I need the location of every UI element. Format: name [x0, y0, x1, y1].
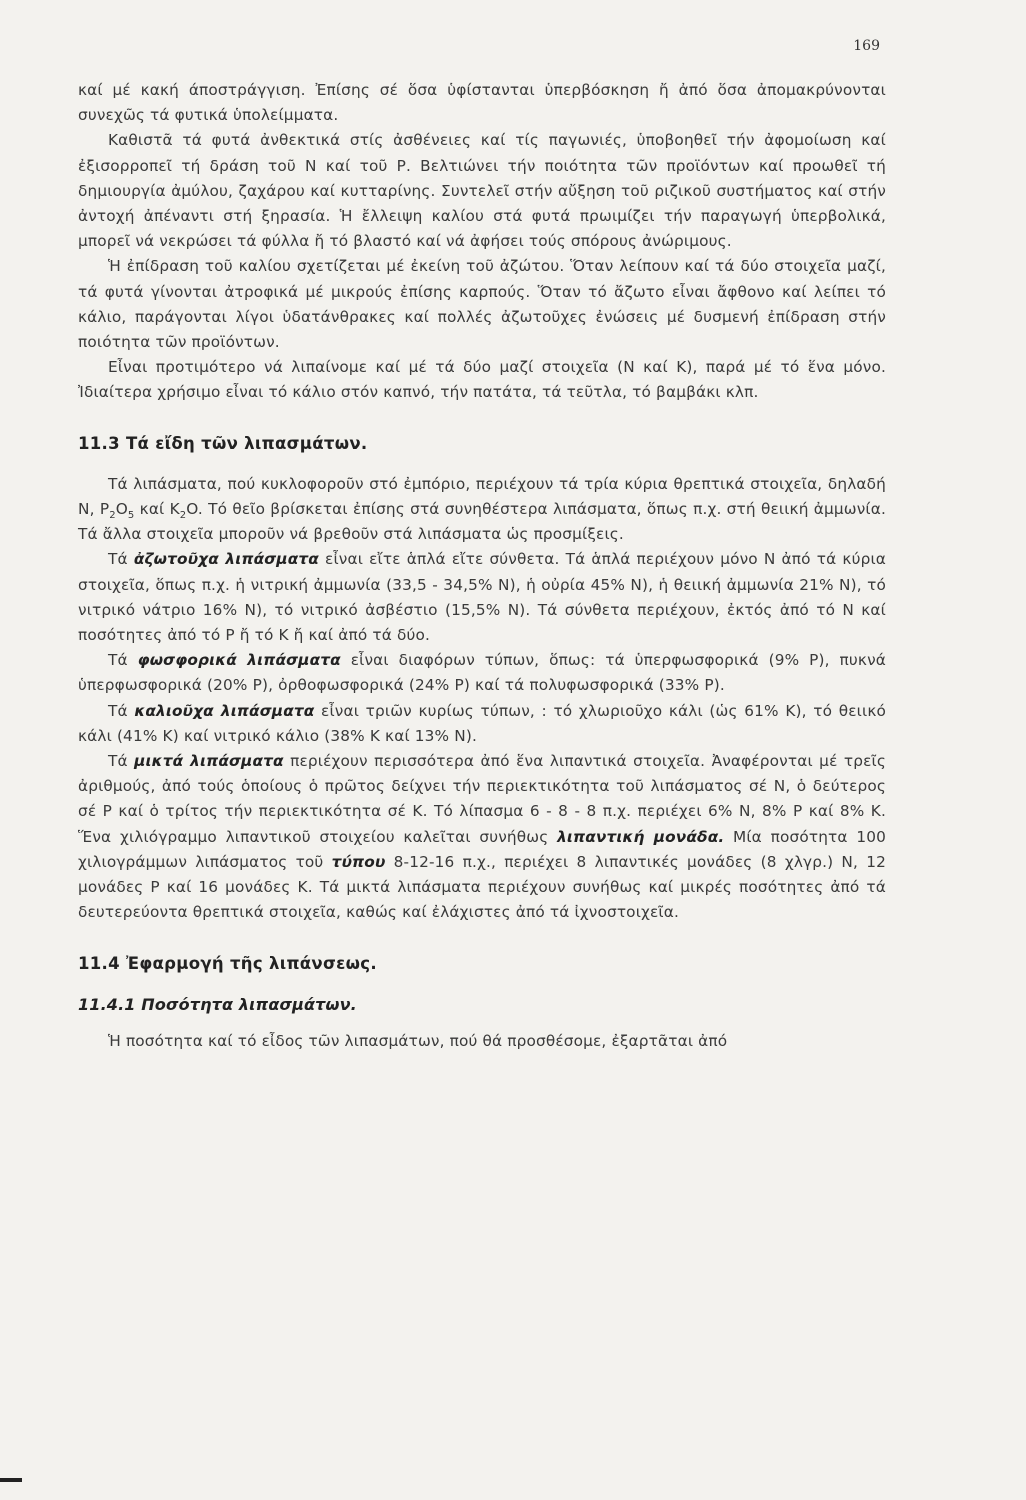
subscript: 2	[179, 510, 187, 522]
term-mixed-fertilizers: μικτά λιπάσματα	[134, 752, 284, 771]
text-run: 8-12-16 π.χ., περιέχει 8 λιπαντικές μονάδες (8 χλγρ.) Ν, 12 μονάδες Ρ καί 16 μονάδες Κ. Τά μικτά λιπάσματα περιέχουν συνήθως καί μικρές ποσότητες ἀπό τά δευτερεύοντα θρεπτικά στοιχεῖα, καθώς καί ἐλάχιστες ἀπό τά ἰχνοστοιχεῖα.	[78, 852, 887, 922]
paragraph-7	[78, 648, 886, 698]
section-heading-11-4: 11.4 Ἐφαρμογή τῆς λιπάνσεως.	[78, 953, 377, 973]
paragraph-2: Καθιστᾶ τά φυτά ἀνθεκτικά στίς ἀσθένειες καί τίς παγωνιές, ὑποβοηθεῖ τήν ἀφομοίωση καί ἐξισορροπεῖ τή δράση τοῦ Ν καί τοῦ Ρ. Βελτιώνει τήν ποιότητα τῶν προϊόντων καί προωθεῖ τή δημιουργία ἀμύλου, ζαχάρου καί κυτταρίνης. Συντελεῖ στήν αὔξηση τοῦ ριζικοῦ συστήματος καί στήν ἀντοχή ἀπέναντι στή ξηρασία. Ἡ ἔλλειψη καλίου στά φυτά πρωιμίζει τήν παραγωγή ὑπερβολικά, μπορεῖ νά νεκρώσει τά φύλλα ἤ τό βλαστό καί νά ἀφήσει τούς σπόρους ἀνώριμους.	[78, 131, 886, 251]
text-run: Τά λιπάσματα, πού κυκλοφοροῦν στό ἐμπόριο, περιέχουν τά τρία κύρια θρεπτικά στοιχεῖα, δηλαδή Ν, Ρ	[78, 474, 886, 519]
paragraph-5	[78, 472, 886, 548]
paragraph-3: Ἡ ἐπίδραση τοῦ καλίου σχετίζεται μέ ἐκείνη τοῦ ἀζώτου. Ὅταν λείπουν καί τά δύο στοιχεῖα μαζί, τά φυτά γίνονται ἀτροφικά μέ μικρούς ἐπίσης καρπούς. Ὅταν τό ἄζωτο εἶναι ἄφθονο καί λείπει τό κάλιο, παράγονται λίγοι ὑδατάνθρακες καί πολλές ἀζωτοῦχες ἐνώσεις μέ δυσμενή ἐπίδραση στήν ποιότητα τῶν προϊόντων.	[78, 257, 886, 352]
text-run: Τά	[108, 550, 134, 569]
page-number: 169	[853, 38, 880, 54]
text-run: καί K	[134, 500, 180, 519]
term-fertilizer-unit: λιπαντική μονάδα.	[557, 827, 725, 846]
text-run: εἶναι εἴτε ἁπλά εἴτε σύνθετα. Τά ἁπλά περιέχουν μόνο Ν ἀπό τά κύρια στοιχεῖα, ὅπως π.χ. ἡ νιτρική ἀμμωνία (33,5 - 34,5% Ν), ἡ οὐρία 45% Ν), ἡ θειική ἀμμωνία 21% Ν), τό νιτρικό νάτριο 16% Ν), τό νιτρικό ἀσβέστιο (15,5% Ν). Τά σύνθετα περιέχουν, ἐκτός ἀπό τό Ν καί ποσότητες ἀπό τό Ρ ἤ τό Κ ἤ καί ἀπό τά δύο.	[78, 550, 887, 645]
term-nitrogen-fertilizers: ἀζωτοῦχα λιπάσματα	[133, 550, 319, 569]
paragraph-4: Εἶναι προτιμότερο νά λιπαίνομε καί μέ τά δύο μαζί στοιχεῖα (Ν καί Κ), παρά μέ τό ἕνα μόνο. Ἰδιαίτερα χρήσιμο εἶναι τό κάλιο στόν καπνό, τήν πατάτα, τά τεῦτλα, τό βαμβάκι κλπ.	[78, 358, 886, 402]
text-run: περιέχουν περισσότερα ἀπό ἕνα λιπαντικά στοιχεῖα. Ἀναφέρονται μέ τρεῖς ἀριθμούς, ἀπό τούς ὁποίους ὁ πρῶτος δείχνει τήν περιεκτικότητα τοῦ λιπάσματος σέ Ν, ὁ δεύτερος σέ Ρ καί ὁ τρίτος τήν περιεκτικότητα σέ Κ. Τό λίπασμα 6 - 8 - 8 π.χ. περιέχει 6% Ν, 8% Ρ καί 8% Κ. Ἕνα χιλιόγραμμο λιπαντικοῦ στοιχείου καλεῖται συνήθως	[78, 752, 886, 846]
subscript: 5	[127, 510, 135, 522]
text-run: O. Τό θεῖο βρίσκεται ἐπίσης στά συνηθέστερα λιπάσματα, ὅπως π.χ. στή θειική ἀμμωνία. Τά ἄλλα στοιχεῖα μποροῦν νά βρεθοῦν στά λιπάσματα ὡς προσμίξεις.	[78, 500, 886, 544]
paragraph-9	[78, 749, 886, 925]
subsection-heading-11-4-1: 11.4.1 Ποσότητα λιπασμάτων.	[78, 994, 357, 1014]
term-phosphate-fertilizers: φωσφορικά λιπάσματα	[137, 651, 341, 670]
term-type: τύπου	[331, 852, 386, 871]
text-run: Τά	[108, 651, 138, 670]
paragraph-8	[78, 699, 886, 749]
scan-edge-mark	[0, 1478, 22, 1482]
paragraph-6	[78, 547, 886, 648]
term-potassium-fertilizers: καλιοῦχα λιπάσματα	[134, 701, 315, 720]
text-run: O	[115, 500, 128, 519]
text-run: εἶναι τριῶν κυρίως τύπων, : τό χλωριοῦχο κάλι (ὡς 61% Κ), τό θειικό κάλι (41% Κ) καί νιτρικό κάλιο (38% Κ καί 13% Ν).	[78, 701, 886, 745]
paragraph-1: καί μέ κακή άποστράγγιση. Ἐπίσης σέ ὅσα ὑφίστανται ὑπερβόσκηση ἤ ἀπό ὅσα ἀπομακρύνονται συνεχῶς τά φυτικά ὑπολείμματα.	[78, 81, 886, 125]
text-run: Τά	[108, 701, 135, 720]
paragraph-10: Ἡ ποσότητα καί τό εἶδος τῶν λιπασμάτων, πού θά προσθέσομε, ἐξαρτᾶται ἀπό	[108, 1031, 728, 1050]
text-run: Μία ποσότητα 100 χιλιογράμμων λιπάσματος τοῦ	[78, 827, 886, 871]
text-run: Τά	[108, 752, 135, 771]
text-run: εἶναι διαφόρων τύπων, ὅπως: τά ὑπερφωσφορικά (9% Ρ), πυκνά ὑπερφωσφορικά (20% Ρ), ὀρθοφωσφορικά (24% Ρ) καί τά πολυφωσφορικά (33% Ρ).	[78, 651, 886, 695]
subscript: 2	[109, 510, 116, 522]
page-body	[78, 78, 886, 1054]
section-heading-11-3: 11.3 Τά εἴδη τῶν λιπασμάτων.	[78, 433, 368, 453]
